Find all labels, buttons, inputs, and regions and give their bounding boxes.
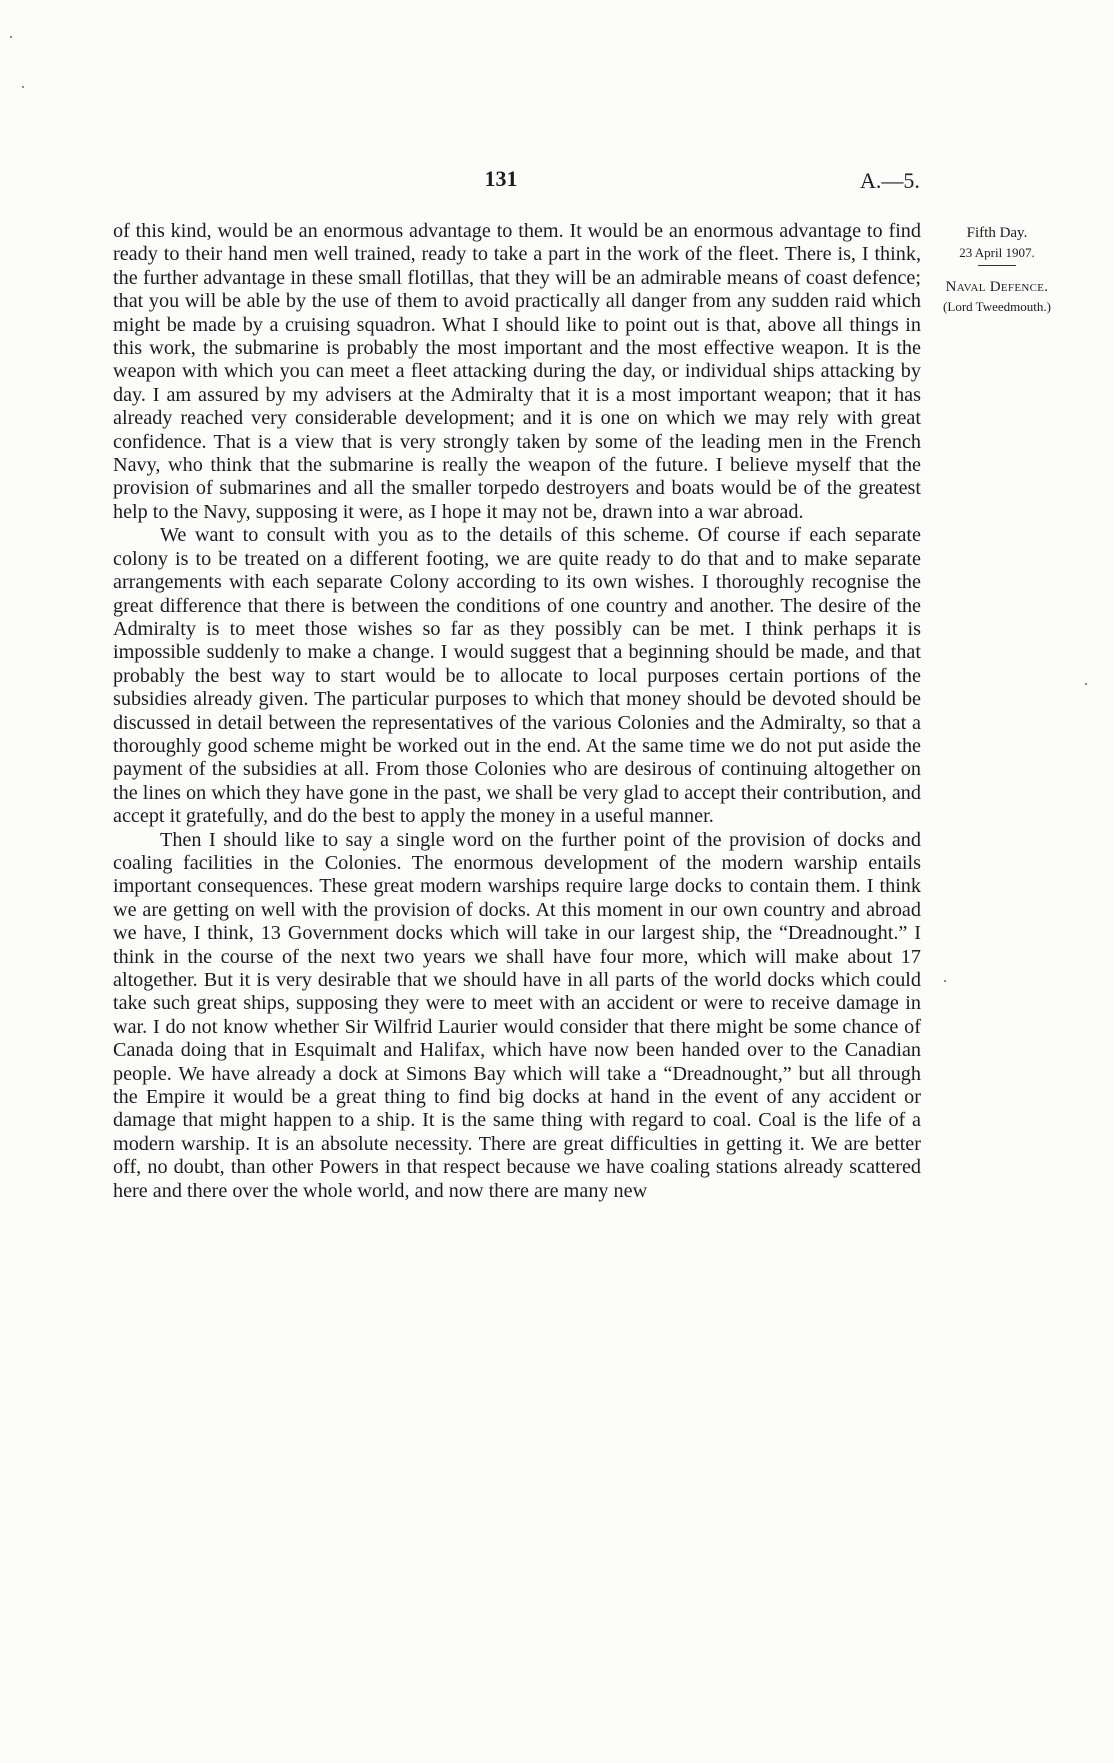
margin-topic: Naval Defence. [945, 279, 1049, 295]
paragraph: of this kind, would be an enormous advantage to them. It would be an enormous advantage to find ready to their hand men well trained, ready to take a part in the work of the fleet. There is, I think, the further advantage in these small flotillas, that they will be an admirable means of coast defence; that you will be able by the use of them to avoid practically all danger from any sudden raid which might be made by a cruising squadron. What I should like to point out is that, above all things in this work, the submarine is probably the most important and the most effective weapon. It is the weapon with which you can meet a fleet attacking during the day, or individual ships attacking by day. I am assured by my advisers at the Admiralty that it is a most important weapon; that it has already reached very considerable development; and it is one on which we may rely with great confidence. That is a view that is very strongly taken by some of the leading men in the French Navy, who think that the submarine is really the weapon of the future. I believe myself that the provision of submarines and all the smaller torpedo destroyers and boats would be of the greatest help to the Navy, supposing it were, as I hope it may not be, drawn into a war abroad. [113, 220, 921, 523]
body-text [113, 220, 921, 1203]
margin-date: 23 April 1907. [959, 245, 1035, 260]
paragraph: Then I should like to say a single word on the further point of the provision of docks and coaling facilities in the Colonies. The enormous development of the modern warship entails important consequences. These great modern warships require large docks to contain them. I think we are getting on well with the provision of docks. At this moment in our own country and abroad we have, I think, 13 Government docks which will take in our largest ship, the “Dreadnought.” I think in the course of the next two years we shall have four more, which will make about 17 altogether. But it is very desirable that we should have in all parts of the world docks which could take such great ships, supposing they were to meet with an accident or were to receive damage in war. I do not know whether Sir Wilfrid Laurier would consider that there might be some chance of Canada doing that in Esquimalt and Halifax, which have now been handed over to the Canadian people. We have already a dock at Simons Bay which will take a “Dreadnought,” but all through the Empire it would be a great thing to find big docks at hand in the event of any accident or damage that might happen to a ship. It is the same thing with regard to coal. Coal is the life of a modern warship. It is an absolute necessity. There are great difficulties in getting it. We are better off, no doubt, than other Powers in that respect because we have coaling stations already scattered here and there over the whole world, and now there are many new [113, 828, 921, 1202]
scan-speck [22, 86, 24, 88]
margin-day: Fifth Day. [966, 225, 1028, 241]
margin-speaker: (Lord Tweedmouth.) [943, 299, 1051, 314]
page-number: 131 [484, 166, 518, 191]
margin-divider [978, 265, 1016, 266]
margin-note-date [932, 224, 1062, 272]
scan-speck [944, 980, 946, 982]
scan-speck [10, 36, 12, 38]
scan-speck [1085, 683, 1087, 685]
margin-note-topic [932, 278, 1062, 316]
document-code: A.—5. [860, 168, 920, 193]
paragraph: We want to consult with you as to the details of this scheme. Of course if each separate colony is to be treated on a different footing, we are quite ready to do that and to make separate arrangements with each separate Colony according to its own wishes. I thoroughly recognise the great difference that there is between the conditions of one country and another. The desire of the Admiralty is to meet those wishes so far as they possibly can be met. I think perhaps it is impossible suddenly to make a change. I would suggest that a beginning should be made, and that probably the best way to start would be to allocate to local purposes certain portions of the subsidies already given. The particular purposes to which that money should be devoted should be discussed in detail between the representatives of the various Colonies and the Admiralty, so that a thoroughly good scheme might be worked out in the end. At the same time we do not put aside the payment of the subsidies at all. From those Colonies who are desirous of continuing altogether on the lines on which they have gone in the past, we shall be very glad to accept their contribution, and accept it gratefully, and do the best to apply the money in a useful manner. [113, 524, 921, 828]
